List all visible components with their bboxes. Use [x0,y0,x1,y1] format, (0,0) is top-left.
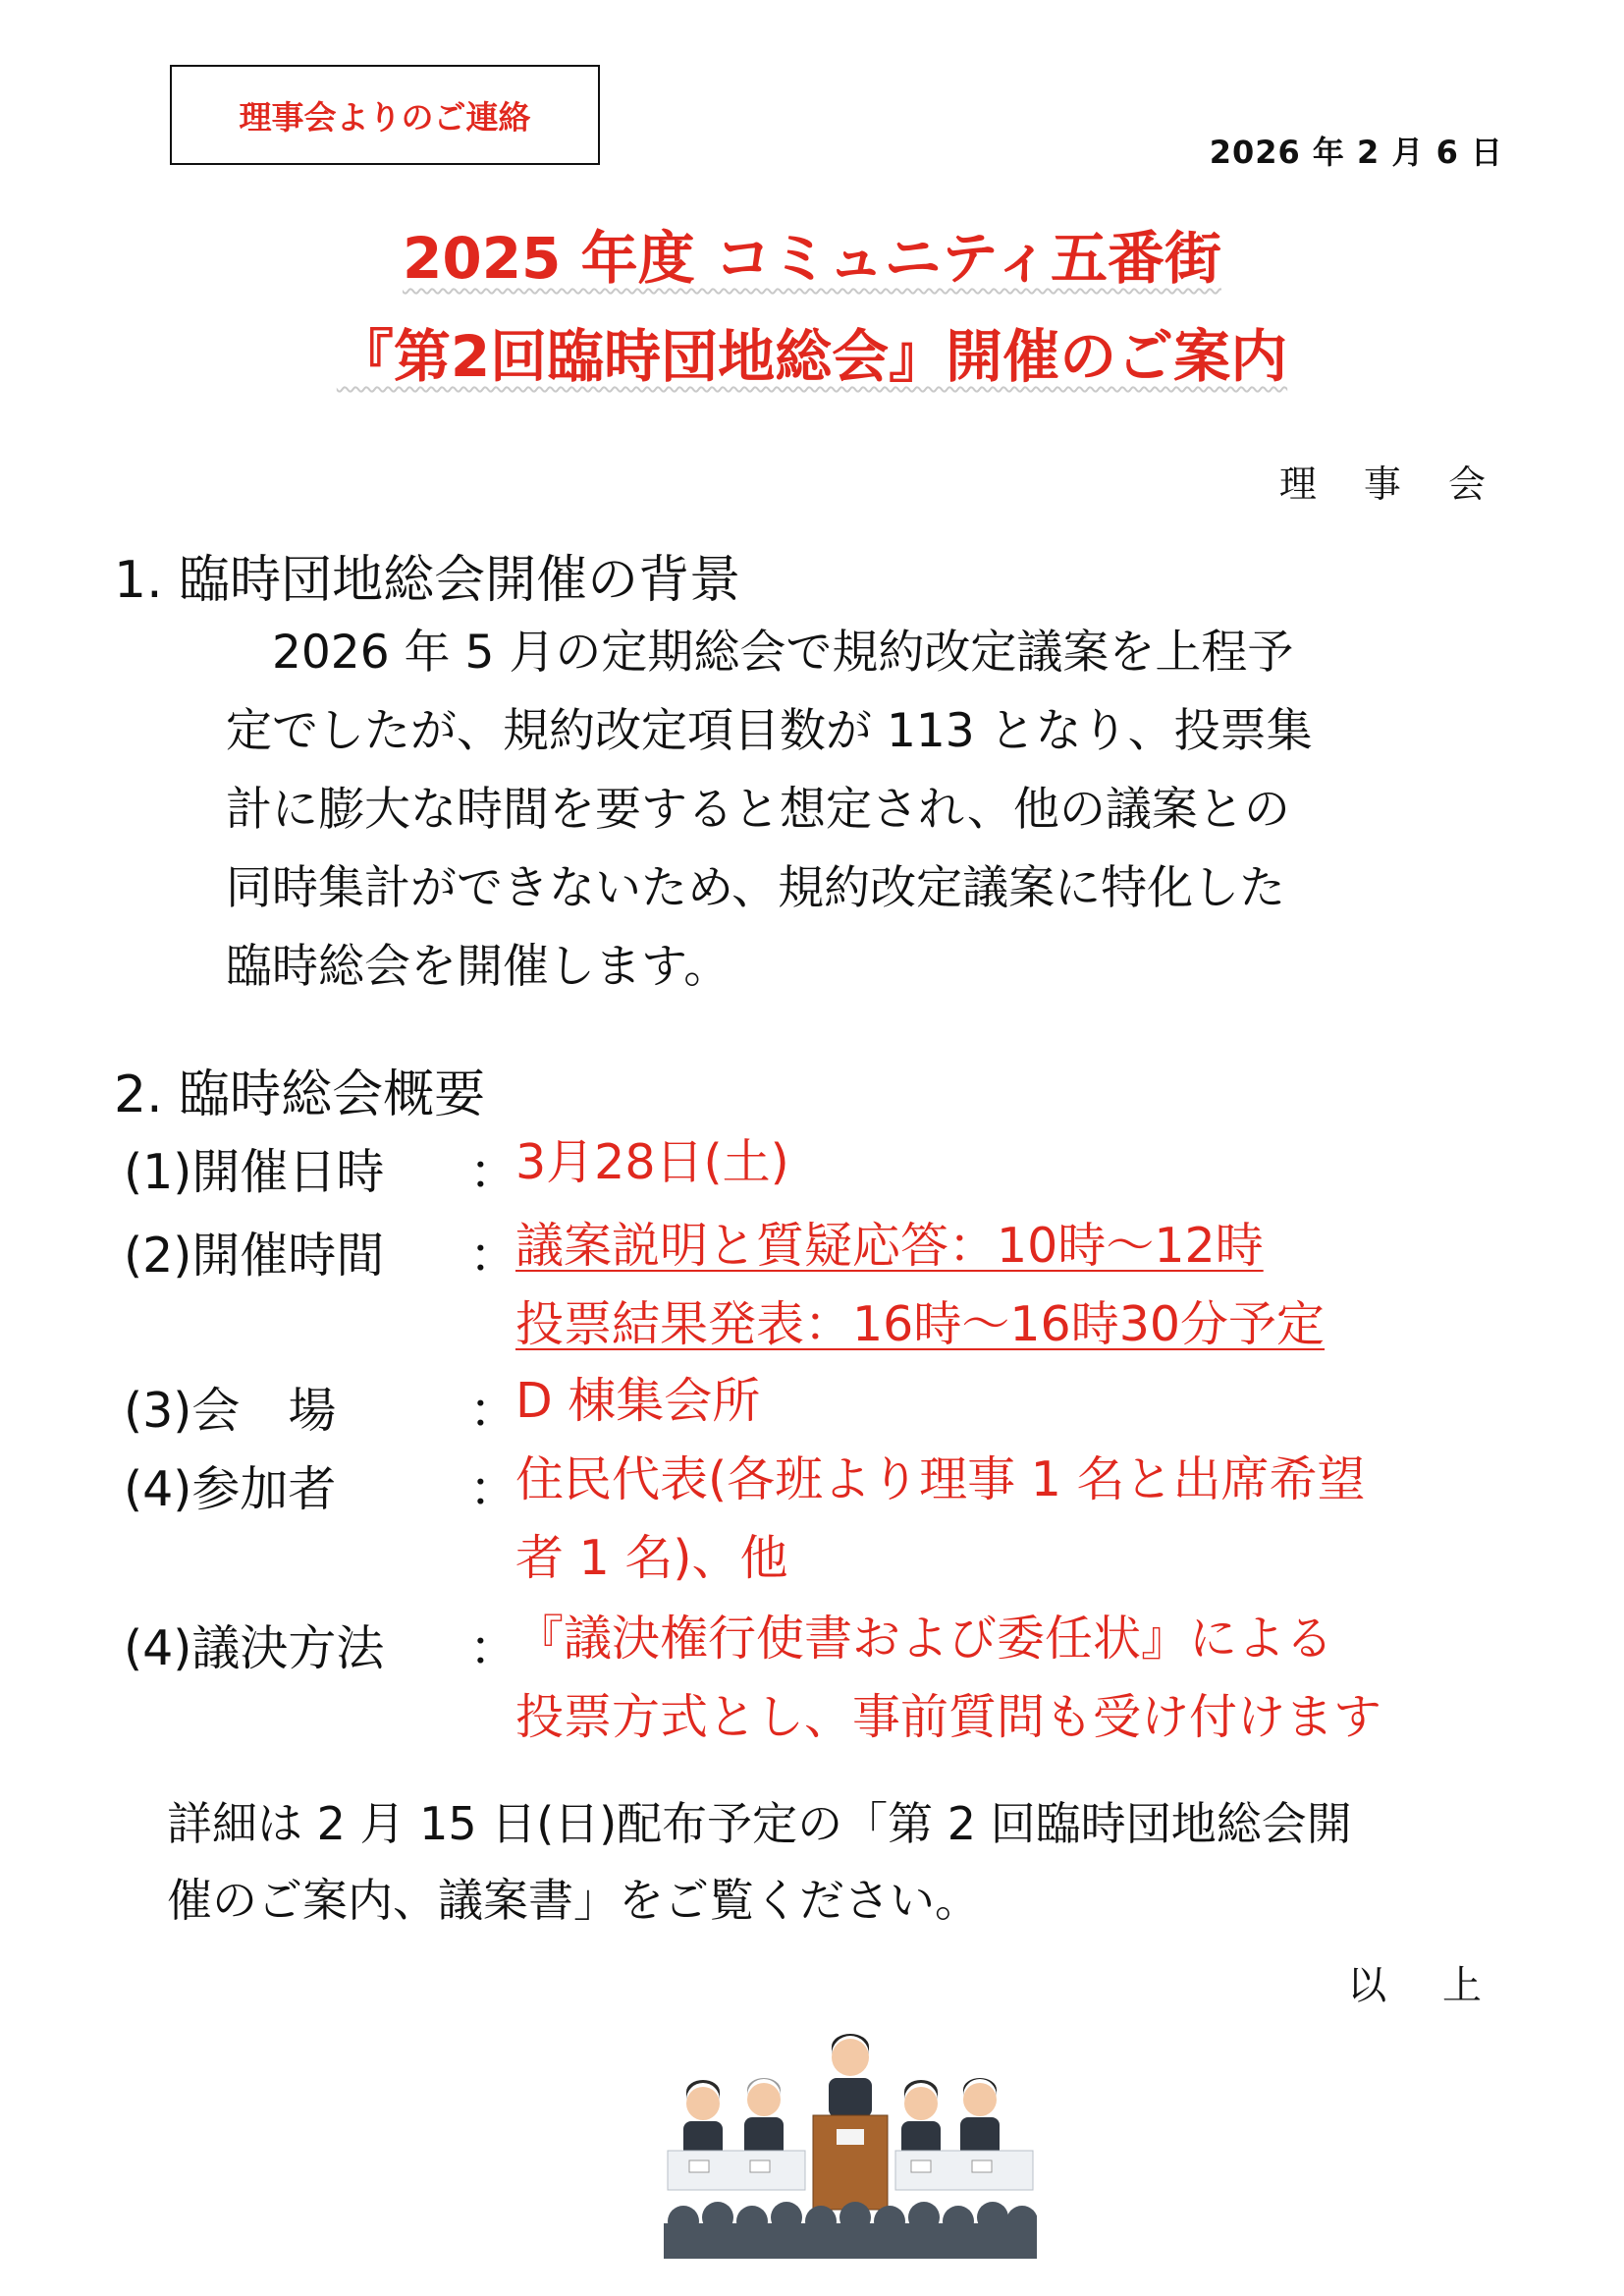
item-value-method-1: 『議決権行使書および委任状』による [515,1611,1334,1667]
item-value-time-1: 議案説明と質疑応答：10時～12時 [515,1218,1264,1274]
section1-line: 同時集計ができないため、規約改定議案に特化した [226,861,1286,915]
item-value-time-2: 投票結果発表：16時～16時30分予定 [515,1296,1326,1352]
item-colon: ： [469,1461,518,1517]
notice-label-box [170,65,600,165]
footer-line: 詳細は 2 月 15 日(日)配布予定の「第 2 回臨時団地総会開 [167,1797,1352,1850]
section1-heading: 1. 臨時団地総会開催の背景 [114,551,741,610]
item-value-participants-1: 住民代表(各班より理事 1 名と出席希望 [515,1451,1366,1507]
title-line-2: 『第2回臨時団地総会』開催のご案内 [336,323,1288,390]
section1-line: 臨時総会を開催します。 [226,940,731,994]
item-label-venue: (3)会 場 [124,1383,337,1439]
section1-body [226,614,1512,1007]
section1-line: 2026 年 5 月の定期総会で規約改定議案を上程予 [226,626,1294,680]
section1-line: 定でしたが、規約改定項目数が 113 となり、投票集 [226,704,1313,758]
item-colon: ： [469,1620,518,1676]
issuer: 理 事 会 [1278,463,1503,506]
document-date: 2026 年 2 月 6 日 [1209,134,1503,171]
item-label-participants: (4)参加者 [124,1461,337,1517]
item-label-time: (2)開催時間 [124,1228,385,1284]
assembly-meeting-icon [664,2013,1037,2259]
section2-heading: 2. 臨時総会概要 [114,1066,486,1124]
item-label-date: (1)開催日時 [124,1144,385,1200]
title-line-1: 2025 年度 コミュニティ五番街 [402,225,1221,292]
item-value-date: 3月28日(土) [515,1134,789,1190]
item-label-method: (4)議決方法 [124,1620,385,1676]
item-colon: ： [469,1383,518,1439]
section1-line: 計に膨大な時間を要すると想定され、他の議案との [226,783,1290,837]
item-colon: ： [469,1144,518,1200]
footer-line: 催のご案内、議案書」をご覧ください。 [167,1874,980,1927]
closing-mark: 以 上 [1347,1963,1503,2008]
item-value-participants-2: 者 1 名)、他 [515,1530,788,1586]
notice-label: 理事会よりのご連絡 [239,97,531,137]
item-value-venue: D 棟集会所 [515,1373,761,1429]
item-colon: ： [469,1228,518,1284]
person-icon [829,2034,872,2117]
item-value-method-2: 投票方式とし、事前質問も受け付けます [515,1689,1382,1745]
footer-note [167,1785,1512,1939]
